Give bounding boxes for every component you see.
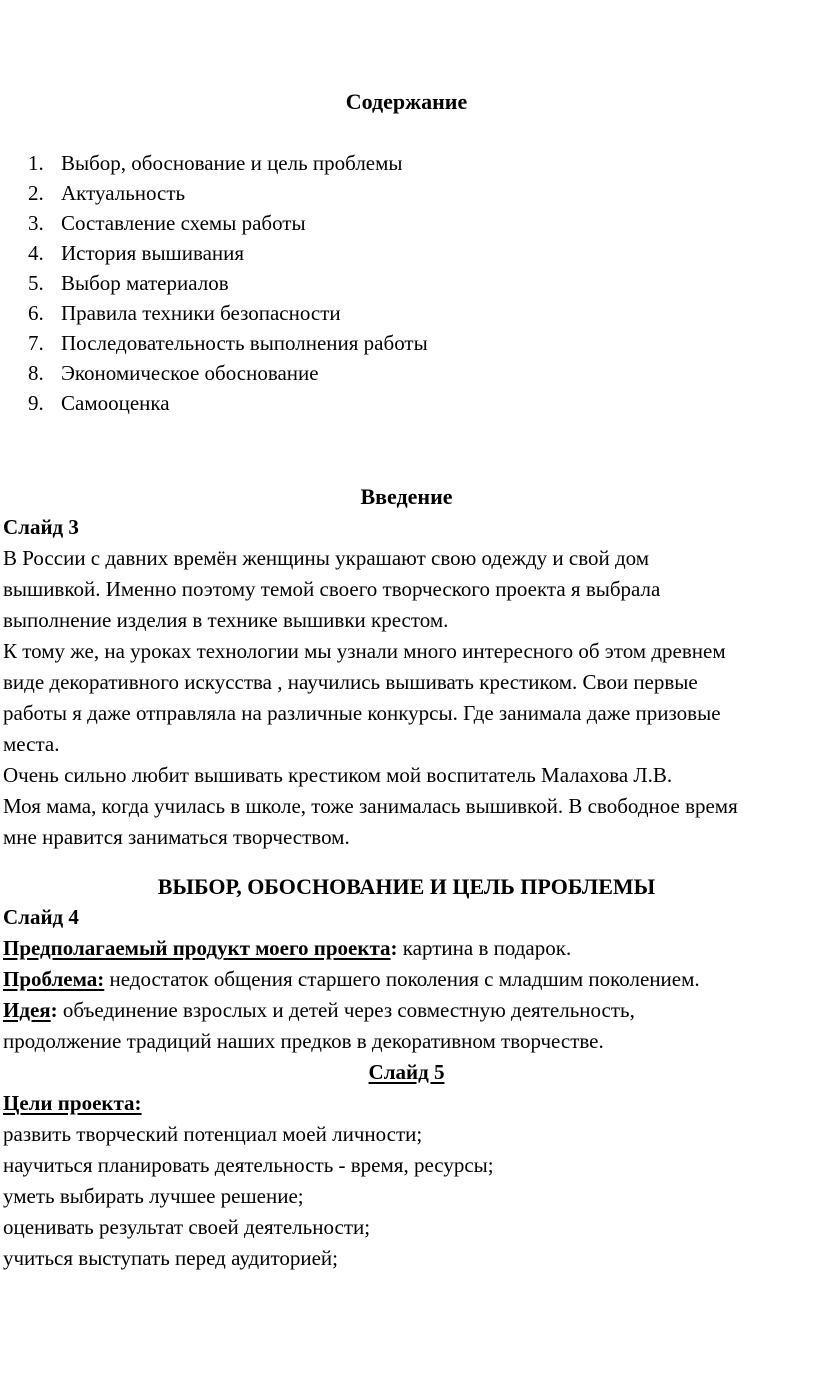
toc-item-number: 1. (28, 151, 44, 175)
goal-line: оценивать результат своей деятельности; (3, 1215, 371, 1239)
toc-item-number: 4. (28, 241, 44, 265)
toc-item (3, 328, 810, 358)
toc-item-number: 2. (28, 181, 44, 205)
slide-3-label: Слайд 3 (3, 515, 79, 539)
toc-item-label: Самооценка (61, 391, 170, 415)
toc-item (3, 358, 810, 388)
slide-5-heading (3, 1057, 810, 1088)
intro-text-line: Очень сильно любит вышивать крестиком мой воспитатель Малахова Л.В. (3, 763, 673, 787)
intro-text-line: К тому же, на уроках технологии мы узнали много интересного об этом древнем (3, 639, 726, 663)
problem-rest: недостаток общения старшего поколения с младшим поколением. (104, 967, 700, 991)
toc-item-label: История вышивания (61, 241, 245, 265)
idea-rest: объединение взрослых и детей через совместную деятельность, (57, 998, 635, 1022)
intro-section (3, 481, 810, 853)
toc-item-label: Правила техники безопасности (61, 301, 341, 325)
goal-line: научиться планировать деятельность - время, ресурсы; (3, 1153, 494, 1177)
toc-item (3, 298, 810, 328)
idea-continuation-line: продолжение традиций наших предков в декоративном творчестве. (3, 1029, 604, 1053)
toc-item (3, 268, 810, 298)
toc-item-number: 9. (28, 391, 44, 415)
intro-text-line: вышивкой. Именно поэтому темой своего творческого проекта я выбрала (3, 577, 661, 601)
intro-text-line: выполнение изделия в технике вышивки крестом. (3, 608, 449, 632)
intro-text-line: виде декоративного искусства , научились вышивать крестиком. Свои первые (3, 670, 698, 694)
toc-item-number: 3. (28, 211, 44, 235)
product-lead: Предполагаемый продукт моего проекта (3, 936, 391, 960)
document-page (0, 86, 816, 1391)
goal-line: уметь выбирать лучшее решение; (3, 1184, 304, 1208)
toc-item (3, 178, 810, 208)
toc-item-number: 8. (28, 361, 44, 385)
slide-4-label: Слайд 4 (3, 905, 79, 929)
problem-lead: Проблема: (3, 967, 105, 991)
toc-item-label: Составление схемы работы (61, 211, 306, 235)
toc-item-number: 6. (28, 301, 44, 325)
toc-item (3, 388, 810, 418)
toc-item-number: 7. (28, 331, 44, 355)
problem-statement (3, 964, 810, 995)
goals-heading (3, 1088, 810, 1119)
idea-lead: Идея (3, 998, 51, 1022)
toc-item (3, 208, 810, 238)
intro-text-line: места. (3, 732, 60, 756)
intro-text-line: мне нравится заниматься творчеством. (3, 825, 350, 849)
intro-text-line: работы я даже отправляла на различные конкурсы. Где занимала даже призовые (3, 701, 721, 725)
slide-5-label: Слайд 5 (368, 1060, 445, 1084)
toc-item-label: Актуальность (61, 181, 186, 205)
section-heading: ВЫБОР, ОБОСНОВАНИЕ И ЦЕЛЬ ПРОБЛЕМЫ (157, 874, 656, 899)
intro-text-line: В России с давних времён женщины украшают свою одежду и свой дом (3, 546, 650, 570)
toc-title: Содержание (345, 89, 468, 114)
product-colon: : (390, 936, 398, 960)
toc-item (3, 238, 810, 268)
choice-section (3, 871, 810, 1274)
toc-item-label: Выбор, обоснование и цель проблемы (61, 151, 403, 175)
toc-item-number: 5. (28, 271, 44, 295)
toc-item-label: Выбор материалов (61, 271, 229, 295)
idea-colon: : (50, 998, 58, 1022)
toc-list (3, 148, 810, 418)
product-rest: картина в подарок. (397, 936, 572, 960)
goal-line: учиться выступать перед аудиторией; (3, 1246, 338, 1270)
idea-statement (3, 995, 810, 1026)
goal-line: развить творческий потенциал моей личности; (3, 1122, 423, 1146)
goals-title: Цели проекта: (3, 1091, 142, 1115)
intro-text-line: Моя мама, когда училась в школе, тоже занималась вышивкой. В свободное время (3, 794, 738, 818)
toc-item-label: Экономическое обоснование (61, 361, 319, 385)
toc-item-label: Последовательность выполнения работы (61, 331, 428, 355)
product-statement (3, 933, 810, 964)
toc-item (3, 148, 810, 178)
intro-heading: Введение (360, 484, 453, 509)
